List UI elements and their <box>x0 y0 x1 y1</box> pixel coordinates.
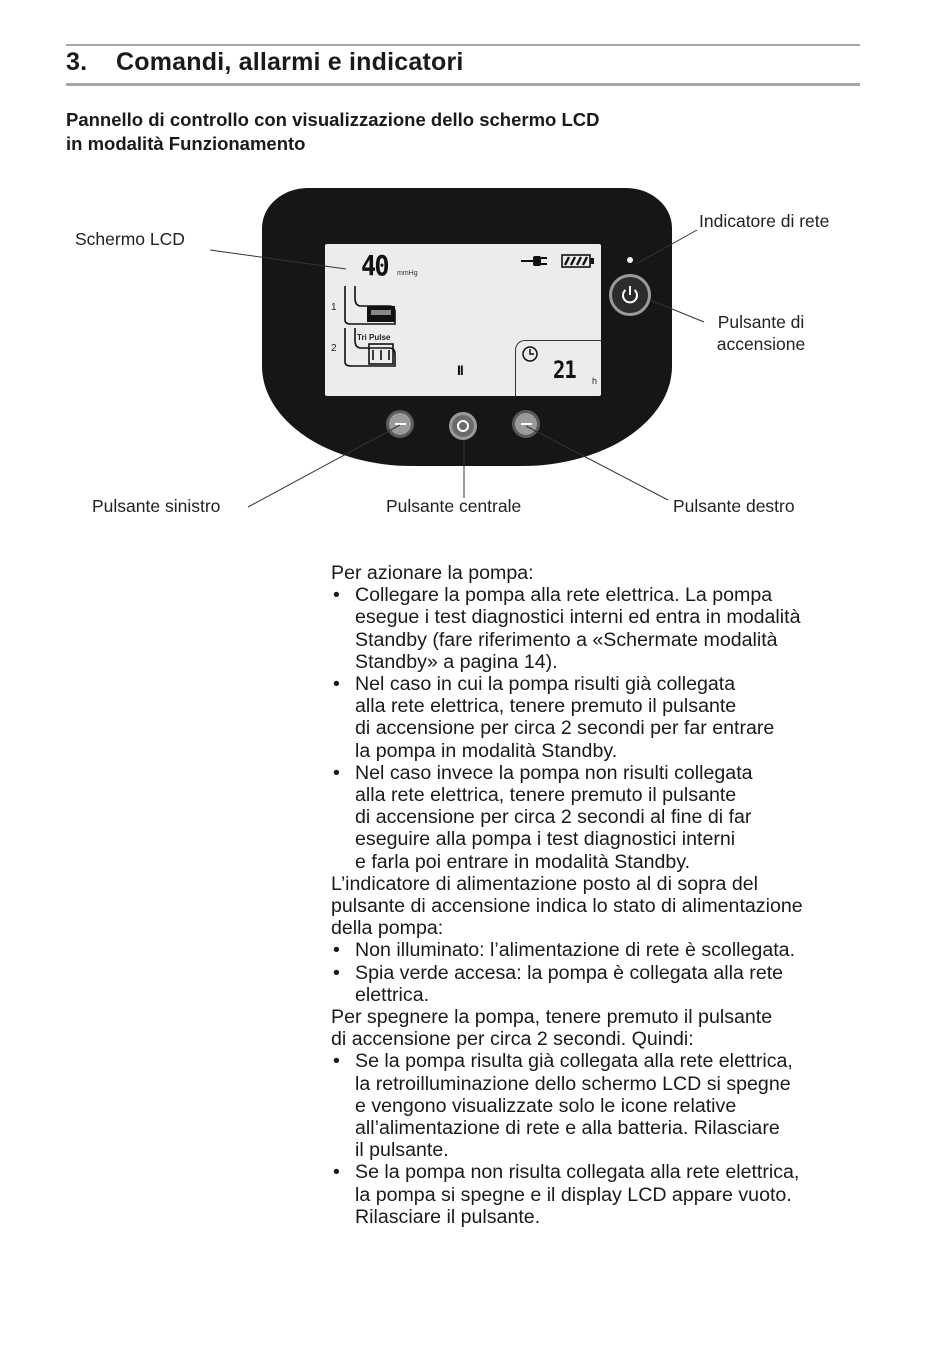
lcd-channel-2: 2 <box>331 343 337 354</box>
lcd-pressure-value: 40 <box>361 249 388 282</box>
section-title-text: Comandi, allarmi e indicatori <box>116 48 464 76</box>
paragraph: pulsante di accensione indica lo stato di alimentazione <box>331 895 803 918</box>
bullet: • <box>333 1161 340 1184</box>
bullet: • <box>333 761 340 784</box>
list-item: • Non illuminato: l’alimentazione di rete è scollegata. <box>333 939 796 962</box>
lcd-pressure-unit: mmHg <box>397 270 418 277</box>
paragraph: Per azionare la pompa: <box>331 562 534 584</box>
list-item: • Nel caso in cui la pompa risulti già collegata alla rete elettrica, tenere premuto il pulsante di accensione per circa 2 secondi per far entrare la pompa in modalità Standby. <box>333 673 775 762</box>
lcd-pause-symbol: II <box>457 362 463 378</box>
section-number: 3. <box>66 48 88 76</box>
bullet: • <box>333 961 340 984</box>
paragraph: della pompa: <box>331 917 444 940</box>
bullet-list <box>331 939 871 1006</box>
list-item: • Collegare la pompa alla rete elettrica. La pompa esegue i test diagnostici interni ed entra in modalità Standby (fare riferimento a «Schermate modalità Standby» a pagina 14). <box>333 584 801 673</box>
figure-subtitle <box>66 108 600 156</box>
paragraph: L’indicatore di alimentazione posto al di sopra del <box>331 872 758 895</box>
label-left-button: Pulsante sinistro <box>92 496 221 516</box>
bullet: • <box>333 939 340 962</box>
subtitle-line: Pannello di controllo con visualizzazione dello schermo LCD <box>66 109 600 130</box>
bullet: • <box>333 1050 340 1073</box>
lcd-channel-1: 1 <box>331 302 337 313</box>
label-power-line: accensione <box>716 334 806 354</box>
subtitle-line: in modalità Funzionamento <box>66 133 306 154</box>
paragraph: di accensione per circa 2 secondi. Quindi: <box>331 1028 694 1051</box>
paragraph: Per spegnere la pompa, tenere premuto il pulsante <box>331 1006 773 1029</box>
list-item: • Spia verde accesa: la pompa è collegata alla rete elettrica. <box>333 961 784 1006</box>
header-rule-top <box>66 44 860 46</box>
bullet-list <box>331 1050 871 1228</box>
lcd-hours-value: 21 <box>553 356 576 384</box>
control-panel-figure <box>0 170 950 530</box>
label-power-line: Pulsante di <box>717 312 805 332</box>
instructions-text <box>331 562 871 1228</box>
bullet: • <box>333 673 340 696</box>
label-mains-indicator: Indicatore di rete <box>699 211 830 231</box>
header-rule-bottom <box>66 83 860 86</box>
section-title <box>66 48 464 77</box>
list-item: • Nel caso invece la pompa non risulti collegata alla rete elettrica, tenere premuto il pulsante di accensione per circa 2 secondi al fine di far eseguire alla pompa i test diagnostici interni e farla poi entrare in modalità Standby. <box>333 761 753 873</box>
label-power-button <box>705 311 817 355</box>
lcd-mode-label: Tri Pulse <box>357 333 391 342</box>
bullet-list <box>331 584 871 873</box>
label-right-button: Pulsante destro <box>673 496 795 516</box>
list-item: • Se la pompa non risulta collegata alla rete elettrica, la pompa si spegne e il display LCD appare vuoto. Rilasciare il pulsante. <box>333 1161 800 1228</box>
list-item: • Se la pompa risulta già collegata alla rete elettrica, la retroilluminazione dello schermo LCD si spegne e vengono visualizzate solo le icone relative all’alimentazione di rete e alla batteria. Rilasciare il pulsante. <box>333 1050 793 1162</box>
label-center-button: Pulsante centrale <box>386 496 522 516</box>
lcd-hours-unit: h <box>592 376 598 386</box>
bullet: • <box>333 584 340 607</box>
label-lcd-screen: Schermo LCD <box>75 229 185 249</box>
